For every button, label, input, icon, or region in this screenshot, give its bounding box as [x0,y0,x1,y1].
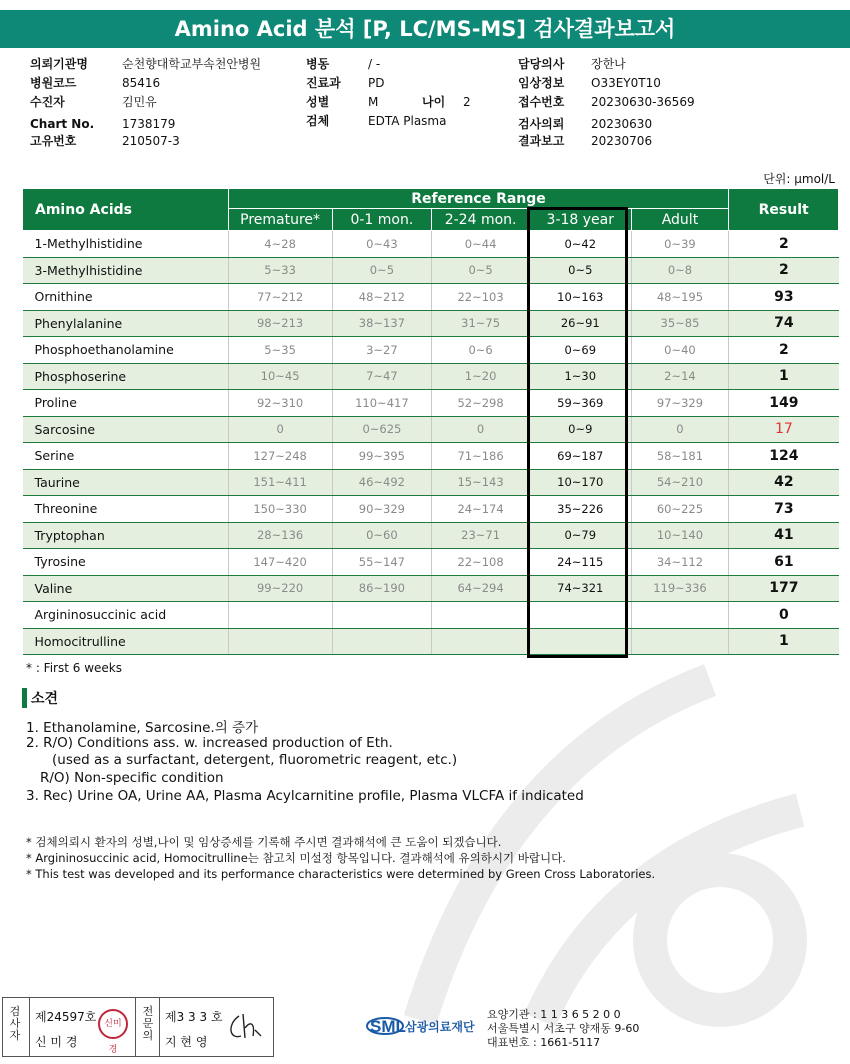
reference-value: 0~6 [432,337,530,364]
info-label: 고유번호 [30,134,77,148]
reference-value: 55~147 [332,549,432,576]
amino-acid-name: Tyrosine [23,549,229,576]
result-value: 61 [729,549,839,576]
reference-value: 71~186 [432,443,530,470]
info-label: 병동 [306,57,330,71]
note-line: * 검체의뢰시 환자의 성별,나이 및 임상증세를 기록해 주시면 결과해석에 큰 도움이 되겠습니다. [26,835,502,849]
reference-value: 110~417 [332,390,432,417]
confirmer-name: 지 현 영 [165,1035,208,1049]
ref-col-header: Adult [631,209,729,231]
amino-acid-name: Homocitrulline [23,628,229,655]
amino-acids-header: Amino Acids [23,189,229,231]
reference-value: 35~226 [529,496,631,523]
section-marker [22,688,27,708]
reference-value: 59~369 [529,390,631,417]
table-row [23,390,839,417]
note-line: * This test was developed and its performance characteristics were determined by Green Cross Laboratories. [26,867,656,881]
reference-value: 119~336 [631,575,729,602]
reference-value: 98~213 [228,310,332,337]
reference-value: 5~35 [228,337,332,364]
info-value: PD [368,76,385,90]
reference-value: 99~395 [332,443,432,470]
reference-value: 0~69 [529,337,631,364]
reference-value: 0~5 [432,257,530,284]
reference-value: 0 [228,416,332,443]
inspector-license: 제24597호 [35,1010,97,1024]
reference-value: 0~625 [332,416,432,443]
reference-value: 0 [631,416,729,443]
reference-value: 10~163 [529,284,631,311]
ref-col-header: 0-1 mon. [332,209,432,231]
reference-value: 0~9 [529,416,631,443]
result-value: 124 [729,443,839,470]
info-label: 검체 [306,114,330,128]
reference-value: 48~212 [332,284,432,311]
reference-value: 74~321 [529,575,631,602]
reference-value [432,602,530,629]
info-value: EDTA Plasma [368,114,447,128]
reference-value: 0~8 [631,257,729,284]
reference-value: 147~420 [228,549,332,576]
ref-col-header: 3-18 year [529,209,631,231]
info-label: 임상정보 [518,76,565,90]
amino-acid-name: 3-Methylhistidine [23,257,229,284]
table-row [23,416,839,443]
amino-acid-name: Taurine [23,469,229,496]
amino-acid-name: Phosphoethanolamine [23,337,229,364]
reference-value: 150~330 [228,496,332,523]
reference-value [332,602,432,629]
reference-value: 60~225 [631,496,729,523]
reference-value: 23~71 [432,522,530,549]
unit-label: 단위: μmol/L [763,172,835,186]
info-value: 장한나 [591,57,626,71]
lab-name: 삼광의료재단 [405,1020,475,1034]
amino-acid-name: Phenylalanine [23,310,229,337]
reference-value: 4~28 [228,231,332,258]
reference-value: 46~492 [332,469,432,496]
result-value: 177 [729,575,839,602]
reference-value: 26~91 [529,310,631,337]
table-row [23,231,839,258]
info-label: 진료과 [306,76,341,90]
table-row [23,469,839,496]
age-label: 나이 [422,95,446,109]
comment-line: 2. R/O) Conditions ass. w. increased production of Eth. [26,735,393,751]
result-value: 93 [729,284,839,311]
reference-value: 10~140 [631,522,729,549]
reference-value: 1~20 [432,363,530,390]
amino-acid-name: Ornithine [23,284,229,311]
lab-info-line: 요양기관 : 1 1 3 6 5 2 0 0 [487,1008,621,1021]
comment-line: R/O) Non-specific condition [40,770,224,786]
lab-info-line: 대표번호 : 1661-5117 [487,1036,601,1049]
reference-value: 15~143 [432,469,530,496]
notes [26,833,655,884]
reference-value: 52~298 [432,390,530,417]
info-label: 접수번호 [518,95,565,109]
reference-value: 54~210 [631,469,729,496]
reference-value: 24~115 [529,549,631,576]
amino-acid-name: Serine [23,443,229,470]
reference-value: 34~112 [631,549,729,576]
lab-info [487,1008,639,1050]
reference-value: 58~181 [631,443,729,470]
table-row [23,602,839,629]
info-value: 1738179 [122,117,176,131]
reference-value: 7~47 [332,363,432,390]
section-title: 소견 [31,691,59,707]
result-value: 2 [729,337,839,364]
result-value: 41 [729,522,839,549]
table-row [23,496,839,523]
reference-value [228,628,332,655]
result-value: 0 [729,602,839,629]
info-value: O33EY0T10 [591,76,661,90]
age-value: 2 [463,95,471,109]
reference-value: 127~248 [228,443,332,470]
table-row [23,628,839,655]
reference-value: 22~108 [432,549,530,576]
result-value: 1 [729,628,839,655]
svg-text:SML: SML [370,1017,406,1036]
footnote: * : First 6 weeks [26,661,122,675]
amino-acid-name: Argininosuccinic acid [23,602,229,629]
table-row [23,310,839,337]
amino-acid-name: Tryptophan [23,522,229,549]
table-row [23,284,839,311]
result-value: 42 [729,469,839,496]
result-value: 73 [729,496,839,523]
table-row [23,363,839,390]
reference-value: 10~45 [228,363,332,390]
info-label: 검사의뢰 [518,117,565,131]
inspector-label: 검 사 자 [9,1005,21,1042]
reference-value [432,628,530,655]
info-label: Chart No. [30,117,95,131]
amino-acid-table [22,188,839,655]
reference-value: 97~329 [631,390,729,417]
reference-value: 5~33 [228,257,332,284]
reference-value: 64~294 [432,575,530,602]
amino-acid-name: Sarcosine [23,416,229,443]
info-label: 결과보고 [518,134,565,148]
reference-value [228,602,332,629]
signature-box [2,997,274,1057]
result-value: 2 [729,231,839,258]
reference-value: 69~187 [529,443,631,470]
table-row [23,257,839,284]
confirmer-label: 전 문 의 [142,1005,154,1042]
reference-value: 151~411 [228,469,332,496]
reference-value [631,628,729,655]
reference-value: 28~136 [228,522,332,549]
info-value: / - [368,57,381,71]
info-label: 담당의사 [518,57,565,71]
reference-value [631,602,729,629]
info-value: 20230706 [591,134,653,148]
info-label: 병원코드 [30,76,77,90]
report-title: Amino Acid 분석 [P, LC/MS-MS] 검사결과보고서 [0,10,850,48]
inspector-name: 신 미 경 [35,1035,78,1049]
reference-value: 86~190 [332,575,432,602]
info-value: 210507-3 [122,134,180,148]
info-value: M [368,95,379,109]
amino-acid-name: Proline [23,390,229,417]
reference-value: 0~42 [529,231,631,258]
signature-icon [225,1010,265,1044]
confirmer-license: 제3 3 3 호 [165,1010,223,1024]
info-label: 의뢰기관명 [30,57,88,71]
reference-value [332,628,432,655]
amino-acid-name: Valine [23,575,229,602]
amino-acid-name: 1-Methylhistidine [23,231,229,258]
reference-value: 0~40 [631,337,729,364]
reference-value: 0 [432,416,530,443]
result-value: 1 [729,363,839,390]
reference-value: 99~220 [228,575,332,602]
age-group-highlight-box [527,207,628,658]
info-value: 순천향대학교부속천안병원 [122,57,262,71]
reference-value: 48~195 [631,284,729,311]
reference-value: 35~85 [631,310,729,337]
reference-value: 77~212 [228,284,332,311]
reference-value: 10~170 [529,469,631,496]
inspector-seal-icon: 신미경 [98,1009,128,1039]
reference-value: 38~137 [332,310,432,337]
ref-col-header: 2-24 mon. [432,209,530,231]
note-line: * Argininosuccinic acid, Homocitrulline는 참고치 미설정 항목입니다. 결과해석에 유의하시기 바랍니다. [26,851,566,865]
reference-value: 0~60 [332,522,432,549]
reference-range-header: Reference Range [228,189,729,209]
comment-line: 1. Ethanolamine, Sarcosine.의 증가 [26,720,259,736]
reference-value: 24~174 [432,496,530,523]
result-value: 149 [729,390,839,417]
reference-value: 31~75 [432,310,530,337]
reference-value: 22~103 [432,284,530,311]
reference-value: 0~39 [631,231,729,258]
result-value: 2 [729,257,839,284]
reference-value: 0~5 [332,257,432,284]
reference-value: 0~44 [432,231,530,258]
result-header: Result [729,189,839,231]
table-row [23,549,839,576]
reference-value: 0~79 [529,522,631,549]
reference-value: 90~329 [332,496,432,523]
comment-line: (used as a surfactant, detergent, fluorometric reagent, etc.) [52,752,458,768]
info-label: 성별 [306,95,330,109]
table-row [23,337,839,364]
reference-value: 1~30 [529,363,631,390]
info-value: 김민유 [122,95,157,109]
reference-value: 0~43 [332,231,432,258]
amino-acid-name: Threonine [23,496,229,523]
reference-value: 3~27 [332,337,432,364]
result-value: 17 [729,416,839,443]
result-value: 74 [729,310,839,337]
lab-info-line: 서울특별시 서초구 양재동 9-60 [487,1022,640,1035]
ref-col-header: Premature* [228,209,332,231]
amino-acid-name: Phosphoserine [23,363,229,390]
info-label: 수진자 [30,95,65,109]
info-value: 20230630-36569 [591,95,695,109]
reference-value: 92~310 [228,390,332,417]
table-row [23,522,839,549]
comment-line: 3. Rec) Urine OA, Urine AA, Plasma Acylcarnitine profile, Plasma VLCFA if indicated [26,788,584,804]
info-value: 20230630 [591,117,653,131]
table-row [23,443,839,470]
reference-value: 0~5 [529,257,631,284]
table-row [23,575,839,602]
info-value: 85416 [122,76,161,90]
reference-value: 2~14 [631,363,729,390]
